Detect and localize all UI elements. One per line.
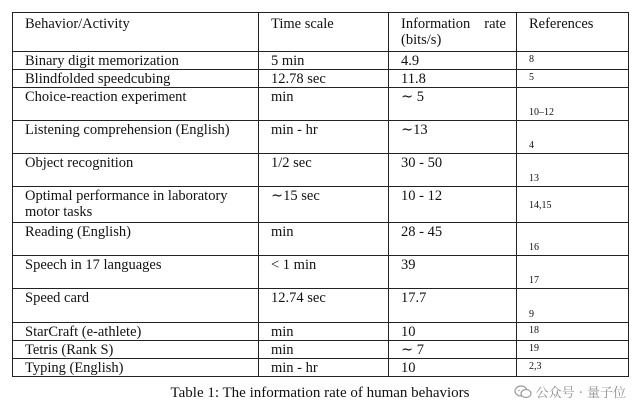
cell-time-scale: 12.74 sec xyxy=(259,289,389,323)
cell-behavior: Typing (English) xyxy=(13,359,259,377)
cell-time-scale: min xyxy=(259,88,389,121)
cell-references: 18 xyxy=(517,323,629,341)
table-row xyxy=(13,121,629,154)
cell-time-scale: min - hr xyxy=(259,121,389,154)
cell-references: 4 xyxy=(517,121,629,154)
cell-behavior: Optimal performance in laboratory motor tasks xyxy=(13,187,259,223)
cell-references: 14,15 xyxy=(517,187,629,223)
cell-references: 2,3 xyxy=(517,359,629,377)
cell-information-rate: 10 xyxy=(389,323,517,341)
cell-behavior: Blindfolded speedcubing xyxy=(13,70,259,88)
table-row xyxy=(13,341,629,359)
table-row xyxy=(13,88,629,121)
header-information-rate-unit: (bits/s) xyxy=(401,32,442,48)
table-row xyxy=(13,323,629,341)
cell-time-scale: < 1 min xyxy=(259,256,389,289)
header-information-rate xyxy=(389,13,517,52)
cell-behavior: Speed card xyxy=(13,289,259,323)
cell-behavior: Object recognition xyxy=(13,154,259,187)
table-row xyxy=(13,223,629,256)
cell-behavior: StarCraft (e-athlete) xyxy=(13,323,259,341)
info-rate-table xyxy=(12,12,629,377)
cell-information-rate: 39 xyxy=(389,256,517,289)
cell-behavior: Listening comprehension (English) xyxy=(13,121,259,154)
cell-time-scale: 12.78 sec xyxy=(259,70,389,88)
cell-information-rate: ∼ 5 xyxy=(389,88,517,121)
cell-references: 10–12 xyxy=(517,88,629,121)
cell-information-rate: 30 - 50 xyxy=(389,154,517,187)
table-container xyxy=(12,12,628,377)
cell-behavior: Tetris (Rank S) xyxy=(13,341,259,359)
cell-information-rate: 17.7 xyxy=(389,289,517,323)
cell-behavior: Binary digit memorization xyxy=(13,52,259,70)
cell-behavior: Reading (English) xyxy=(13,223,259,256)
table-row xyxy=(13,289,629,323)
cell-references: 19 xyxy=(517,341,629,359)
table-row xyxy=(13,70,629,88)
cell-references: 17 xyxy=(517,256,629,289)
cell-information-rate: 28 - 45 xyxy=(389,223,517,256)
header-information-word: Information xyxy=(401,16,471,32)
cell-time-scale: min xyxy=(259,323,389,341)
header-time-scale: Time scale xyxy=(259,13,389,52)
cell-information-rate: ∼13 xyxy=(389,121,517,154)
cell-references: 9 xyxy=(517,289,629,323)
header-behavior: Behavior/Activity xyxy=(13,13,259,52)
cell-references: 16 xyxy=(517,223,629,256)
cell-time-scale: ∼15 sec xyxy=(259,187,389,223)
table-row xyxy=(13,52,629,70)
table-row xyxy=(13,359,629,377)
table-caption: Table 1: The information rate of human behaviors xyxy=(170,385,470,401)
header-references: References xyxy=(517,13,629,52)
cell-information-rate: ∼ 7 xyxy=(389,341,517,359)
cell-time-scale: 5 min xyxy=(259,52,389,70)
cell-time-scale: min xyxy=(259,223,389,256)
table-row xyxy=(13,187,629,223)
cell-time-scale: min - hr xyxy=(259,359,389,377)
cell-information-rate: 10 xyxy=(389,359,517,377)
table-header-row xyxy=(13,13,629,52)
cell-time-scale: min xyxy=(259,341,389,359)
cell-references: 8 xyxy=(517,52,629,70)
header-rate-word: rate xyxy=(484,16,506,32)
cell-information-rate: 4.9 xyxy=(389,52,517,70)
watermark xyxy=(514,382,626,401)
watermark-text: 公众号 · 量子位 xyxy=(535,386,626,401)
header-information-rate-line1 xyxy=(401,16,506,32)
cell-information-rate: 10 - 12 xyxy=(389,187,517,223)
cell-behavior: Choice-reaction experiment xyxy=(13,88,259,121)
cell-behavior: Speech in 17 languages xyxy=(13,256,259,289)
cell-information-rate: 11.8 xyxy=(389,70,517,88)
cell-time-scale: 1/2 sec xyxy=(259,154,389,187)
cell-references: 5 xyxy=(517,70,629,88)
cell-references: 13 xyxy=(517,154,629,187)
chat-bubbles-icon xyxy=(514,385,532,399)
table-row xyxy=(13,154,629,187)
table-row xyxy=(13,256,629,289)
